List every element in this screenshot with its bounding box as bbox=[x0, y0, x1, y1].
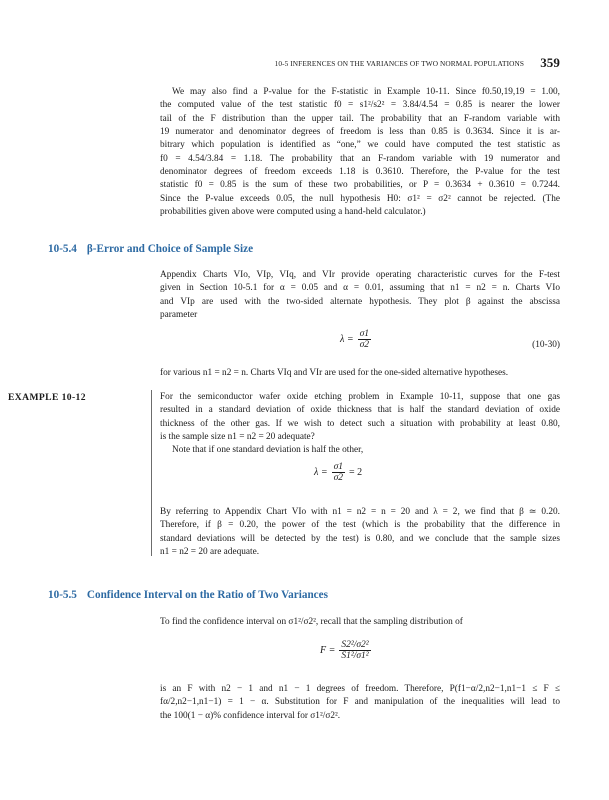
equation-rhs: = 2 bbox=[349, 466, 363, 478]
text-line: Therefore, if β = 0.20, the power of the test (which is the probability that the difference in bbox=[160, 520, 560, 531]
fraction-denominator: σ2 bbox=[333, 472, 344, 483]
paragraph-sampling-distribution bbox=[160, 616, 560, 629]
text-line: the computed value of the test statistic f0 = s1²/s2² = 3.84/4.54 = 0.85 is nearer the lower bbox=[160, 100, 560, 111]
text-line: is the sample size n1 = n2 = 20 adequate? bbox=[160, 432, 315, 443]
section-number: 10-5.5 bbox=[48, 589, 77, 601]
section-heading-10-5-4 bbox=[48, 243, 253, 255]
text-line: statistic f0 = 0.85 is the sum of these two probabilities, or P = 0.3634 + 0.3610 = 0.7244. bbox=[160, 180, 560, 191]
fraction-denominator: S1²/σ1² bbox=[341, 650, 369, 661]
fraction-numerator: S2²/σ2² bbox=[341, 640, 369, 650]
text-line: n1 = n2 = 20 are adequate. bbox=[160, 547, 260, 558]
section-title: Confidence Interval on the Ratio of Two Variances bbox=[86, 589, 328, 601]
fraction-numerator: σ1 bbox=[333, 462, 344, 472]
equation-lhs: F = bbox=[320, 644, 336, 656]
text-line: given in Section 10-5.1 for α = 0.05 and α = 0.01, assuming that n1 = n2 = n. Charts VIo bbox=[160, 283, 560, 294]
fraction-denominator: σ2 bbox=[359, 339, 370, 350]
text-line: probabilities given above were computed using a hand-held calculator.) bbox=[160, 207, 426, 218]
text-line: f0 = 4.54/3.84 = 1.18. The probability that an F-random variable with 19 numerator and bbox=[160, 153, 560, 164]
text-line: for various n1 = n2 = n. Charts VIq and VIr are used for the one-sided alternative hypotheses. bbox=[160, 368, 509, 378]
text-line: Appendix Charts VIo, VIp, VIq, and VIr provide operating characteristic curves for the F-test bbox=[160, 270, 560, 280]
text-line: denominator degrees of freedom exceeds 1.18 is 0.3610. Therefore, the P-value for the test bbox=[160, 167, 560, 178]
text-line: resulted in a standard deviation of oxide thickness that is half the standard deviation of oxide bbox=[160, 405, 560, 416]
text-line: parameter bbox=[160, 310, 198, 321]
text-line: bitrary which population is identified as “one,” we could have computed the test statistic as bbox=[160, 140, 560, 151]
example-paragraph-note bbox=[160, 444, 560, 457]
page-number: 359 bbox=[540, 55, 560, 70]
text-line: To find the confidence interval on σ1²/σ2², recall that the sampling distribution of bbox=[160, 617, 463, 627]
text-line: Note that if one standard deviation is half the other, bbox=[172, 445, 364, 455]
text-line: For the semiconductor wafer oxide etching problem in Example 10-11, suppose that one gas bbox=[160, 392, 560, 402]
text-line: and VIp are used with the two-sided alternate hypothesis. They plot β against the abscissa bbox=[160, 296, 560, 307]
example-equation bbox=[160, 462, 560, 496]
text-line: By referring to Appendix Chart VIo with n1 = n2 = n = 20 and λ = 2, we find that β ≃ 0.20. bbox=[160, 507, 560, 517]
section-title: β-Error and Choice of Sample Size bbox=[86, 243, 254, 255]
example-paragraph-setup bbox=[160, 391, 560, 444]
equation-lhs: λ = bbox=[314, 466, 328, 478]
running-head bbox=[160, 54, 560, 70]
equation-fraction bbox=[339, 640, 370, 661]
text-line: is an F with n2 − 1 and n1 − 1 degrees of freedom. Therefore, P(f1−α/2,n2−1,n1−1 ≤ F ≤ bbox=[160, 684, 560, 694]
text-line: standard deviations will be detected by the test) is 0.80, and we conclude that the sample sizes bbox=[160, 533, 560, 544]
equation-number: (10-30) bbox=[532, 340, 560, 350]
section-heading-10-5-5 bbox=[48, 589, 328, 601]
paragraph-charts bbox=[160, 367, 560, 380]
example-margin-rule bbox=[151, 390, 152, 556]
equation-f-ratio bbox=[160, 640, 560, 680]
text-line: thickness of the other gas. If we wish to detect such a situation with probability at least 0.80, bbox=[160, 418, 560, 429]
equation-lhs: λ = bbox=[340, 333, 354, 345]
text-line: the 100(1 − α)% confidence interval for σ1²/σ2². bbox=[160, 710, 341, 721]
example-paragraph-conclusion bbox=[160, 506, 560, 559]
text-line: fα/2,n2−1,n1−1) = 1 − α. Substitution for F and manipulation of the inequalities will lead to bbox=[160, 697, 560, 708]
text-line: tail of the F distribution than the upper tail. The probability that an F-random variable with bbox=[160, 113, 560, 124]
text-line: Since the P-value exceeds 0.05, the null hypothesis H0: σ1² = σ2² cannot be rejected. (The bbox=[160, 193, 560, 204]
section-number: 10-5.4 bbox=[48, 243, 77, 255]
fraction-numerator: σ1 bbox=[359, 329, 370, 339]
text-line: 19 numerator and denominator degrees of freedom is less than 0.85 is 0.3634. Since it is ar- bbox=[160, 127, 560, 138]
paragraph-p-value bbox=[160, 86, 560, 219]
paragraph-f-distribution bbox=[160, 683, 560, 723]
text-line: We may also find a P-value for the F-statistic in Example 10-11. Since f0.50,19,19 = 1.00, bbox=[172, 87, 560, 97]
equation-fraction bbox=[332, 462, 345, 483]
example-label: EXAMPLE 10-12 bbox=[8, 392, 86, 403]
running-head-title: 10-5 INFERENCES ON THE VARIANCES OF TWO NORMAL POPULATIONS bbox=[274, 59, 525, 68]
equation-10-30 bbox=[160, 329, 560, 363]
paragraph-oc-curves bbox=[160, 269, 560, 322]
equation-fraction bbox=[358, 329, 371, 350]
